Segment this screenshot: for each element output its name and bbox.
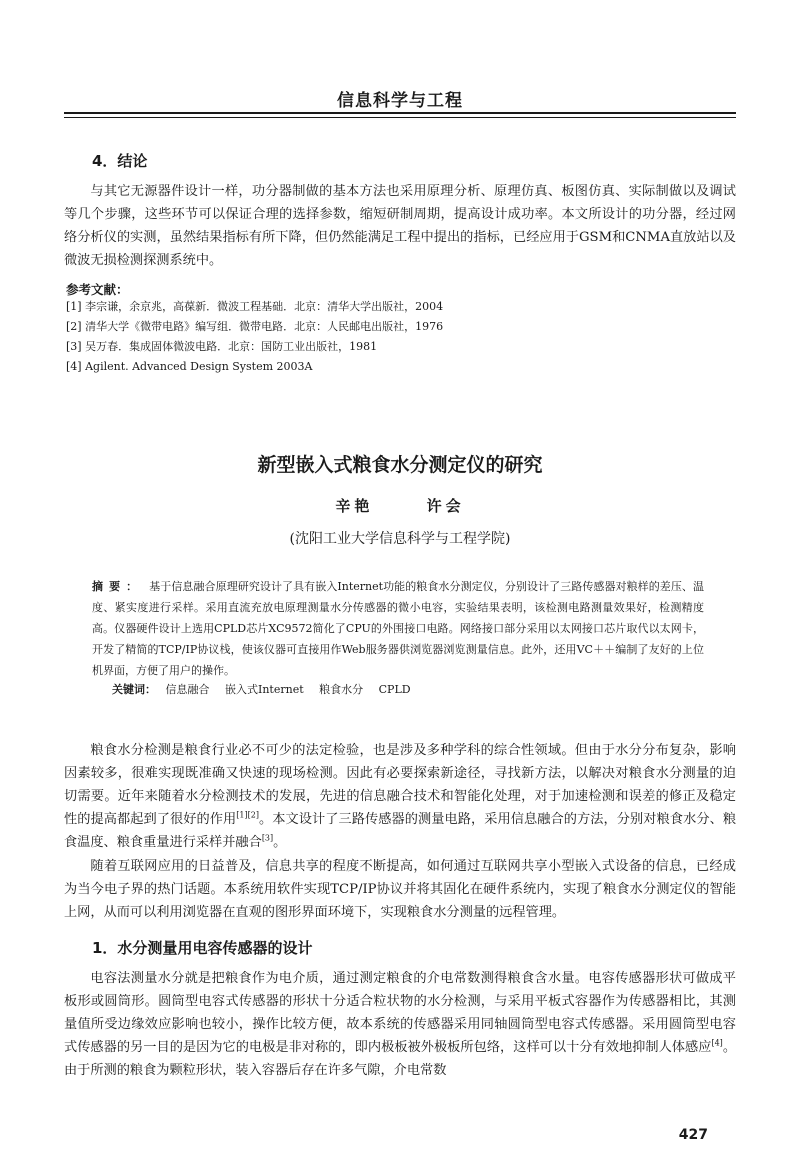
citation: [3] bbox=[261, 833, 274, 843]
article-affiliation: (沈阳工业大学信息科学与工程学院) bbox=[289, 531, 511, 547]
header-rule-thin bbox=[64, 117, 736, 118]
citation: [1][2] bbox=[236, 810, 259, 820]
keyword: 信息融合 bbox=[165, 683, 210, 696]
abstract-label: 摘要： bbox=[92, 580, 144, 593]
references-list bbox=[66, 297, 726, 377]
page-number: 427 bbox=[678, 1127, 708, 1143]
conclusion-paragraph: 与其它无源器件设计一样，功分器制做的基本方法也采用原理分析、原理仿真、板图仿真、实际制做以及调试等几个步骤，这些环节可以保证合理的选择参数，缩短研制周期，提高设计成功率。本文所设计的功分器，经过网络分析仪的实测，虽然结果指标有所下降，但仍然能满足工程中提出的指标，已经应用于GSM和CNMA直放站以及微波无损检测探测系统中。 bbox=[64, 184, 736, 268]
keyword: CPLD bbox=[378, 683, 411, 696]
reference-item: [1] 李宗谦，余京兆，高葆新．微波工程基础．北京：清华大学出版社，2004 bbox=[66, 300, 444, 313]
keywords bbox=[112, 680, 423, 700]
keyword: 嵌入式Internet bbox=[225, 683, 304, 696]
reference-item: [3] 吴万春．集成固体微波电路．北京：国防工业出版社，1981 bbox=[66, 340, 378, 353]
author-name: 辛艳 bbox=[335, 497, 374, 515]
reference-item: [4] Agilent. Advanced Design System 2003A bbox=[66, 360, 313, 373]
reference-item: [2] 清华大学《微带电路》编写组．微带电路．北京：人民邮电出版社，1976 bbox=[66, 320, 444, 333]
abstract-text: 基于信息融合原理研究设计了具有嵌入Internet功能的粮食水分测定仪，分别设计了三路传感器对粮样的差压、温度、紧实度进行采样。采用直流充放电原理测量水分传感器的微小电容，实验结果表明，该检测电路测量效果好，检测精度高。仪器硬件设计上选用CPLD芯片XC9572简化了CPU的外围接口电路。网络接口部分采用以太网接口芯片取代以太网卡，开发了精简的TCP/IP协议栈，使该仪器可直接用作Web服务器供浏览器浏览测量信息。此外，还用VC＋＋编制了友好的上位机界面，方便了用户的操作。 bbox=[92, 580, 705, 677]
citation: [4] bbox=[711, 1038, 723, 1048]
section1-paragraph bbox=[64, 967, 736, 1082]
section1-heading: 1．水分测量用电容传感器的设计 bbox=[92, 939, 313, 957]
references-heading: 参考文献： bbox=[66, 282, 129, 297]
article-authors bbox=[64, 495, 736, 516]
section1-text: 电容法测量水分就是把粮食作为电介质，通过测定粮食的介电常数测得粮食含水量。电容传感器形状可做成平板形或圆筒形。圆筒型电容式传感器的形状十分适合粒状物的水分检测，与采用平板式容器作为传感器相比，其测量值所受边缘效应影响也较小，操作比较方便，故本系统的传感器采用同轴圆筒型电容式传感器。采用圆筒型电容式传感器的另一目的是因为它的电极是非对称的，即内极板被外极板所包络，这样可以十分有效地抑制人体感应 bbox=[64, 971, 736, 1055]
intro-paragraph-1 bbox=[64, 739, 736, 854]
keywords-label: 关键词： bbox=[112, 683, 156, 696]
intro-text: 粮食水分检测是粮食行业必不可少的法定检验，也是涉及多种学科的综合性领域。但由于水分分布复杂，影响因素较多，很难实现既准确又快速的现场检测。因此有必要探索新途径，寻找新方法，以解决对粮食水分测量的迫切需要。近年来随着水分检测技术的发展，先进的信息融合技术和智能化处理，对于加速检测和误差的修正及稳定性的提高都起到了很好的作用 bbox=[64, 743, 736, 827]
intro-text: 。本文设计了三路传感器的测量电路，采用信息融合的方法，分别对粮食水分、粮食温度、粮食重量进行采样并融合 bbox=[64, 812, 737, 850]
running-header: 信息科学与工程 bbox=[337, 91, 463, 111]
conclusion-heading: 4．结论 bbox=[92, 152, 148, 170]
article-title: 新型嵌入式粮食水分测定仪的研究 bbox=[257, 454, 543, 476]
intro-text: 。 bbox=[273, 835, 287, 850]
keyword: 粮食水分 bbox=[319, 683, 364, 696]
section1-text: 。由于所测的粮食为颗粒形状，装入容器后存在许多气隙，介电常数 bbox=[64, 1040, 737, 1078]
author-name: 许会 bbox=[426, 497, 465, 515]
header-rule-thick bbox=[64, 112, 736, 114]
intro-paragraph-2: 随着互联网应用的日益普及，信息共享的程度不断提高，如何通过互联网共享小型嵌入式设备的信息，已经成为当今电子界的热门话题。本系统用软件实现TCP/IP协议并将其固化在硬件系统内，实现了粮食水分测定仪的智能上网，从而可以利用浏览器在直观的图形界面环境下，实现粮食水分测量的远程管理。 bbox=[64, 859, 736, 920]
abstract bbox=[92, 576, 704, 681]
